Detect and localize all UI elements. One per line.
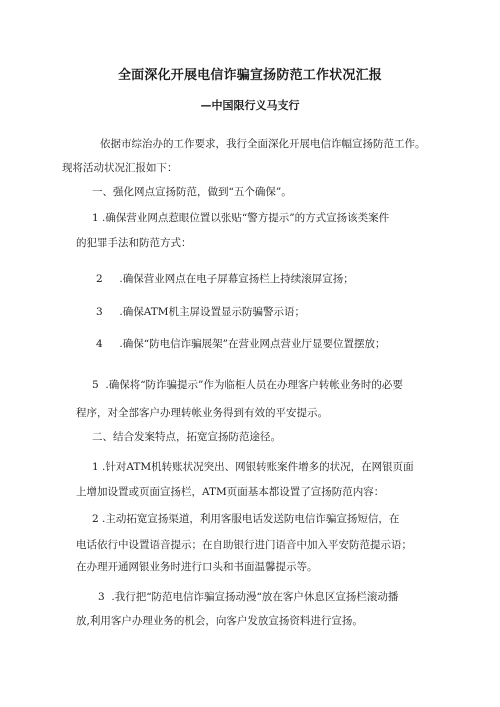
section-heading: 二、结合发案特点，拓宽宣扬防范途径。 (92, 431, 281, 443)
body-line: 3 .我行把“防范电信诈骗宣扬动漫“放在客户休息区宣扬栏滚动播 (98, 591, 399, 603)
body-line: 1 .针对ATM机转账状况突出、网银转账案件增多的状况，在网银页面 (92, 461, 414, 473)
body-line: 放,利用客户办理业务的机会，向客户发放宣扬资料进行宣扬。 (76, 615, 363, 627)
body-line: 现将活动状况汇报如下： (62, 162, 178, 174)
body-line: 程序，对全部客户办理转帐业务得到有效的平安提示。 (76, 407, 328, 419)
body-line: 电话依行中设置语音提示；在自助银行进门语音中加入平安防范提示语； (76, 539, 412, 551)
body-line: 依据市综治办的工作要求，我行全面深化开展电信诈幅宣扬防范工作。 (100, 138, 426, 150)
body-line: 5 .确保将“防诈骗提示”作为临柜人员在办理客户转帐业务时的必要 (92, 379, 403, 391)
body-line: 的犯罪手法和防范方式： (76, 237, 192, 249)
body-line: 3 .确保ATM机主屏设置显示防骗警示语； (96, 306, 305, 318)
body-line: 2 .主动拓宽宣扬渠道，利用客服电话发送防电信诈骗宣扬短信，在 (92, 513, 400, 525)
section-heading: 一、强化网点宣扬防范，做到“五个确保”。 (92, 186, 292, 198)
document-subtitle: —中国限行义马支行 (200, 99, 300, 112)
body-line: 4 .确保“防电信诈骗展架”在营业网点营业厅显要位置摆放； (96, 338, 386, 350)
body-line: 在办理开通网银业务时进行口头和书面温馨提示等。 (76, 561, 318, 573)
document-title: 全面深化开展电信诈骗宣扬防范工作状况汇报 (117, 68, 382, 83)
body-line: 上增加设置或页面宣扬栏，ATM页面基本都设置了宣扬防范内容： (76, 486, 385, 498)
body-line: 1 .确保营业网点惹眼位置以张贴“警方提示”的方式宣扬该类案件 (92, 212, 390, 224)
body-line: 2 .确保营业网点在电子屏幕宣扬栏上持续滚屏宣扬； (96, 273, 354, 285)
